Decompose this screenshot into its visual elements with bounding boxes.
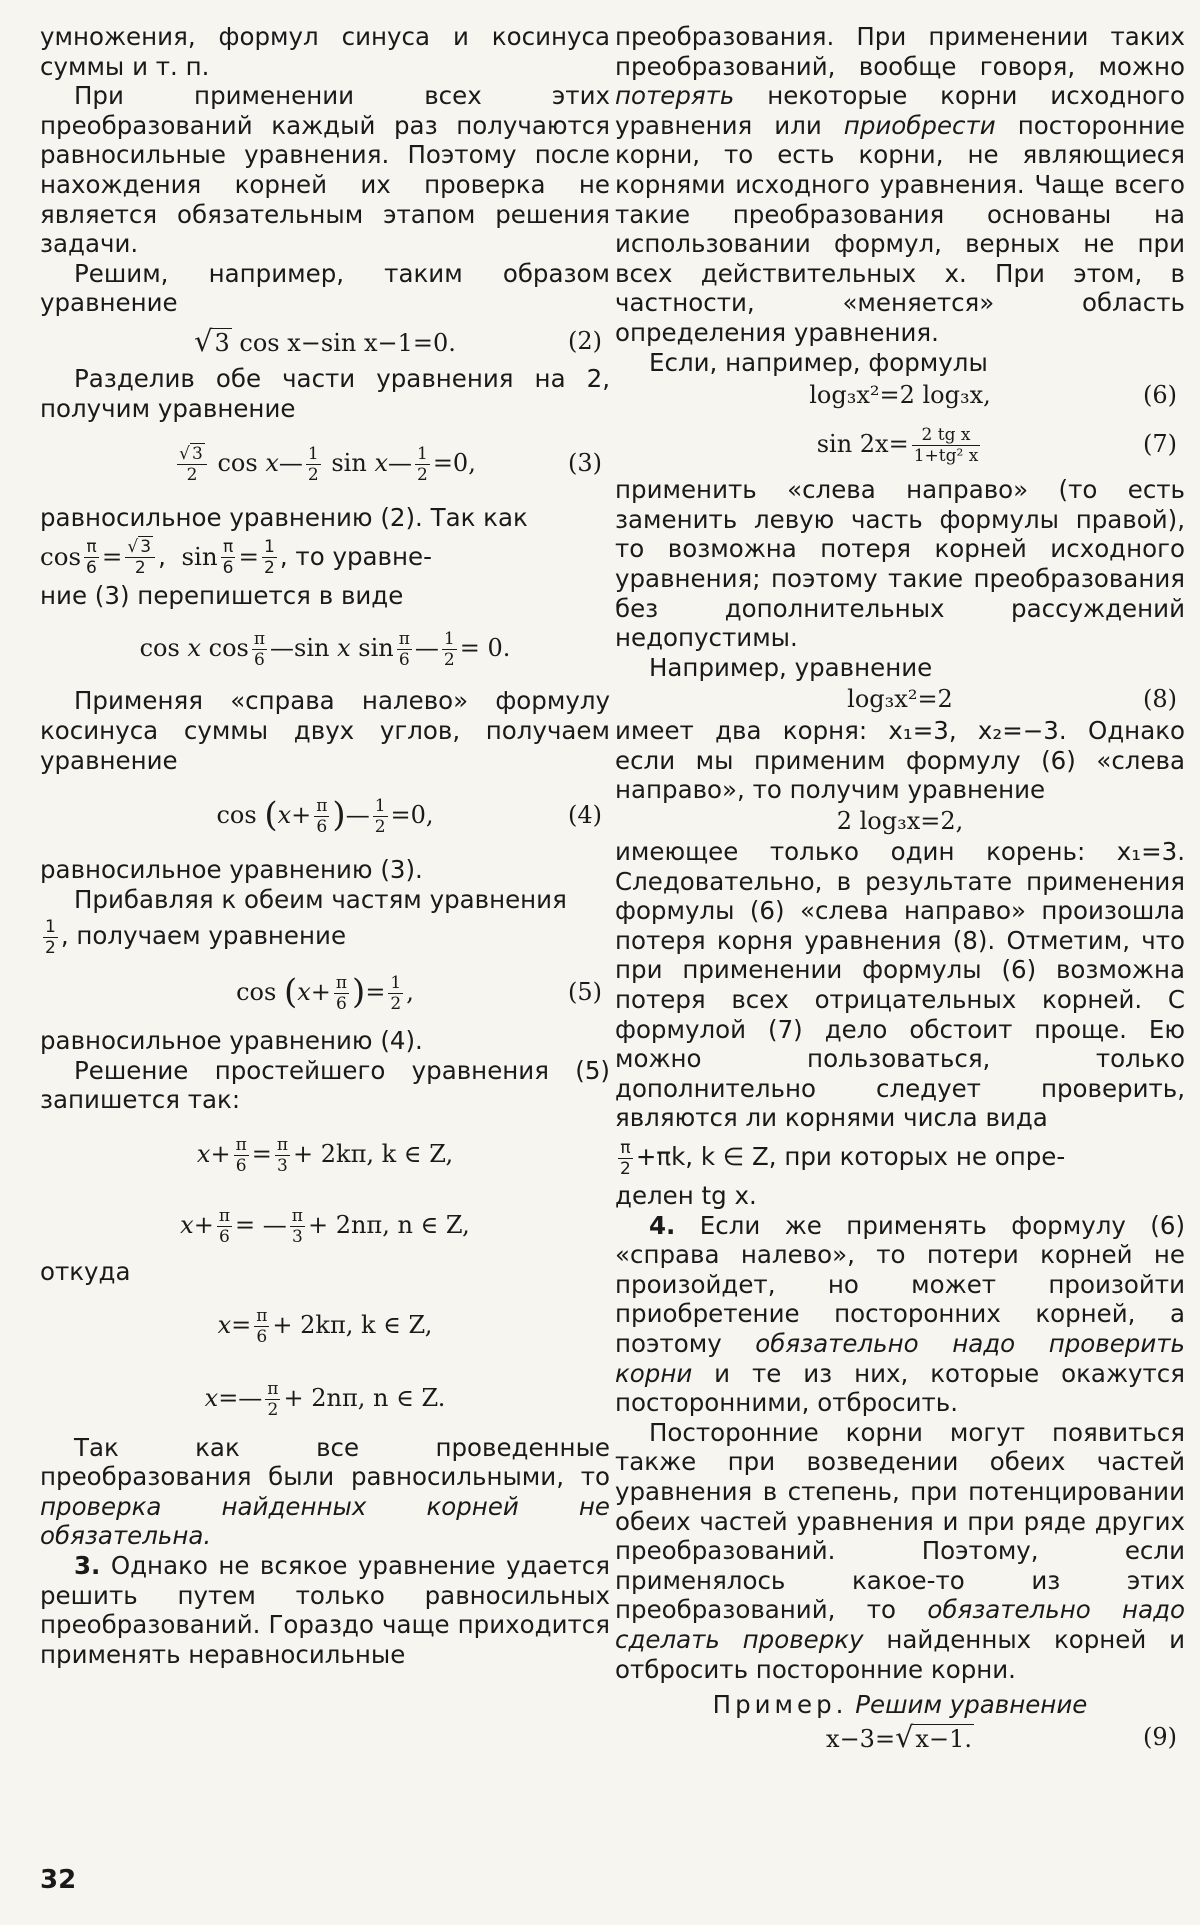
equation-2: √3 cos x−sin x−1=0. (2) xyxy=(40,318,610,364)
fraction: $\frac{√ 3}{2}$ xyxy=(177,444,207,485)
equation-log: 2 log₃x=2, xyxy=(836,807,964,836)
equation-number: (7) xyxy=(1143,430,1177,459)
paragraph: равносильное уравнению (3). xyxy=(40,855,423,885)
equation-number: (3) xyxy=(568,449,602,478)
paragraph: Прибавляя к обеим частям уравнения xyxy=(74,884,567,914)
paragraph: умножения, формул синуса и косинуса суммы и т. п. xyxy=(40,22,610,81)
result-1: x= $\frac{\pi}{6}$ + 2kπ, k ∈ Z, xyxy=(217,1305,433,1347)
paragraph: 4. Если же применять формулу (6) «справа налево», то потери корней не произойдет, но может произойти приобретение посторонних корней, а поэтому обязательно надо проверить корни и те из них, которые окажутся посторонними, отбросить. xyxy=(615,1210,1185,1418)
paragraph: Если, например, формулы xyxy=(649,347,988,377)
paragraph: При применении всех этих преобразований каждый раз получаются равносильные уравнения. Поэтому после нахождения корней их проверка не является обязательным этапом решения задачи. xyxy=(40,81,610,259)
fraction: $\frac{1}{2}$ xyxy=(307,444,319,486)
equation-9: x−3=√x−1. (9) xyxy=(826,1719,1177,1754)
equation-8: log₃x²=2 (8) xyxy=(615,682,1185,716)
equation-number: (8) xyxy=(1143,685,1177,714)
paragraph: cos $\frac{\pi}{6}$ = $\frac{√ 3}{2}$ , sin $\frac{\pi}{6}$ = $\frac{1}{2}$ , то уравне- xyxy=(40,537,432,579)
paragraph: 3. Однако не всякое уравнение удается решить путем только равносильных преобразований. Гораздо чаще приходится применять неравносильные xyxy=(40,1551,610,1669)
paragraph: Так как все проведенные преобразования были равносильными, то проверка найденных корней не обязательна. xyxy=(40,1432,610,1551)
paragraph: $\frac{1}{2}$ , получаем уравнение xyxy=(45,916,347,958)
equation-cos-sin: cos x cos $\frac{\pi}{6}$ —sin x sin $\frac{\pi}{6}$ — $\frac{1}{2}$ = 0. xyxy=(139,629,511,671)
equation-7: sin 2x= $\frac{\text{2 tg x}}{\text{1+tg² x}}$ (7) xyxy=(615,413,1185,475)
page-number: 32 xyxy=(40,1865,77,1895)
equation-number: (6) xyxy=(1143,381,1177,410)
solution-2: x+ $\frac{\pi}{6}$ = — $\frac{\pi}{3}$ + 2nπ, n ∈ Z, xyxy=(180,1206,470,1248)
equation-5: cos (x+ $\frac{\pi}{6}$ )= $\frac{1}{2}$ , (5) xyxy=(40,958,610,1026)
paragraph: Решим, например, таким образом уравнение xyxy=(40,258,610,318)
paragraph: откуда xyxy=(40,1257,131,1287)
left-column xyxy=(40,22,610,1669)
equation-3: $\frac{√ 3}{2}$ cos x— $\frac{1}{2}$ sin x— $\frac{1}{2}$ =0, (3) xyxy=(40,423,610,503)
equation-6: log₃x²=2 log₃x, (6) xyxy=(615,377,1185,413)
paragraph: имеет два корня: x₁=3, x₂=−3. Однако если мы применим формулу (6) «слева направо», то получим уравнение xyxy=(615,716,1185,805)
right-column xyxy=(615,22,1185,1754)
fraction: $\frac{1}{2}$ xyxy=(416,444,428,486)
paragraph: Например, уравнение xyxy=(649,652,933,682)
paragraph: Посторонние корни могут появиться также при возведении обеих частей уравнения в степень, при потенцировании обеих частей уравнения и при ряде других преобразований. Поэтому, если применялось какое-то из этих преобразований, то обязательно надо сделать проверку найденных корней и отбросить посторонние корни. xyxy=(615,1417,1186,1684)
paragraph: равносильное уравнению (2). Так как xyxy=(40,503,528,533)
equation-number: (5) xyxy=(568,978,602,1007)
paragraph: Решение простейшего уравнения (5) запишется так: xyxy=(40,1055,610,1115)
solution-1: x+ $\frac{\pi}{6}$ = $\frac{\pi}{3}$ + 2kπ, k ∈ Z, xyxy=(196,1135,454,1177)
paragraph: преобразования. При применении таких преобразований, вообще говоря, можно потерять некоторые корни исходного уравнения или приобрести посторонние корни, то есть корни, не являющиеся корнями исходного уравнения. Чаще всего такие преобразования основаны на использовании формул, верных не при всех действительных x. При этом, в частности, «меняется» область определения уравнения. xyxy=(615,22,1186,347)
equation-number: (4) xyxy=(568,801,602,830)
example-heading: Пример. Решим уравнение xyxy=(712,1690,1088,1720)
paragraph: ние (3) перепишется в виде xyxy=(40,580,404,610)
result-2: x=— $\frac{\pi}{2}$ + 2nπ, n ∈ Z. xyxy=(204,1378,446,1420)
paragraph: $\frac{\pi}{2}$ +πk, k ∈ Z, при которых не опре- xyxy=(620,1137,1066,1179)
equation-number: (9) xyxy=(1143,1722,1177,1751)
paragraph: делен tg x. xyxy=(615,1181,757,1210)
paragraph: имеющее только один корень: x₁=3. Следовательно, в результате применения формулы (6) «слева направо» произошла потеря корня уравнения (8). Отметим, что при применении формулы (6) возможна потеря всех отрицательных корней. С формулой (7) дело обстоит проще. Ею можно пользоваться, только дополнительно следует проверить, являются ли корнями числа вида xyxy=(615,837,1185,1133)
equation-number: (2) xyxy=(568,326,602,355)
paragraph: применить «слева направо» (то есть заменить левую часть формулы правой), то возможна потеря корней исходного уравнения; поэтому такие преобразования без дополнительных рассуждений недопустимы. xyxy=(615,475,1185,653)
paragraph: равносильное уравнению (4). xyxy=(40,1026,423,1056)
paragraph: Применяя «справа налево» формулу косинуса суммы двух углов, получаем уравнение xyxy=(40,686,610,775)
paragraph: Разделив обе части уравнения на 2, получим уравнение xyxy=(40,363,610,423)
equation-4: cos (x+ $\frac{\pi}{6}$ )— $\frac{1}{2}$ =0, (4) xyxy=(40,775,610,855)
